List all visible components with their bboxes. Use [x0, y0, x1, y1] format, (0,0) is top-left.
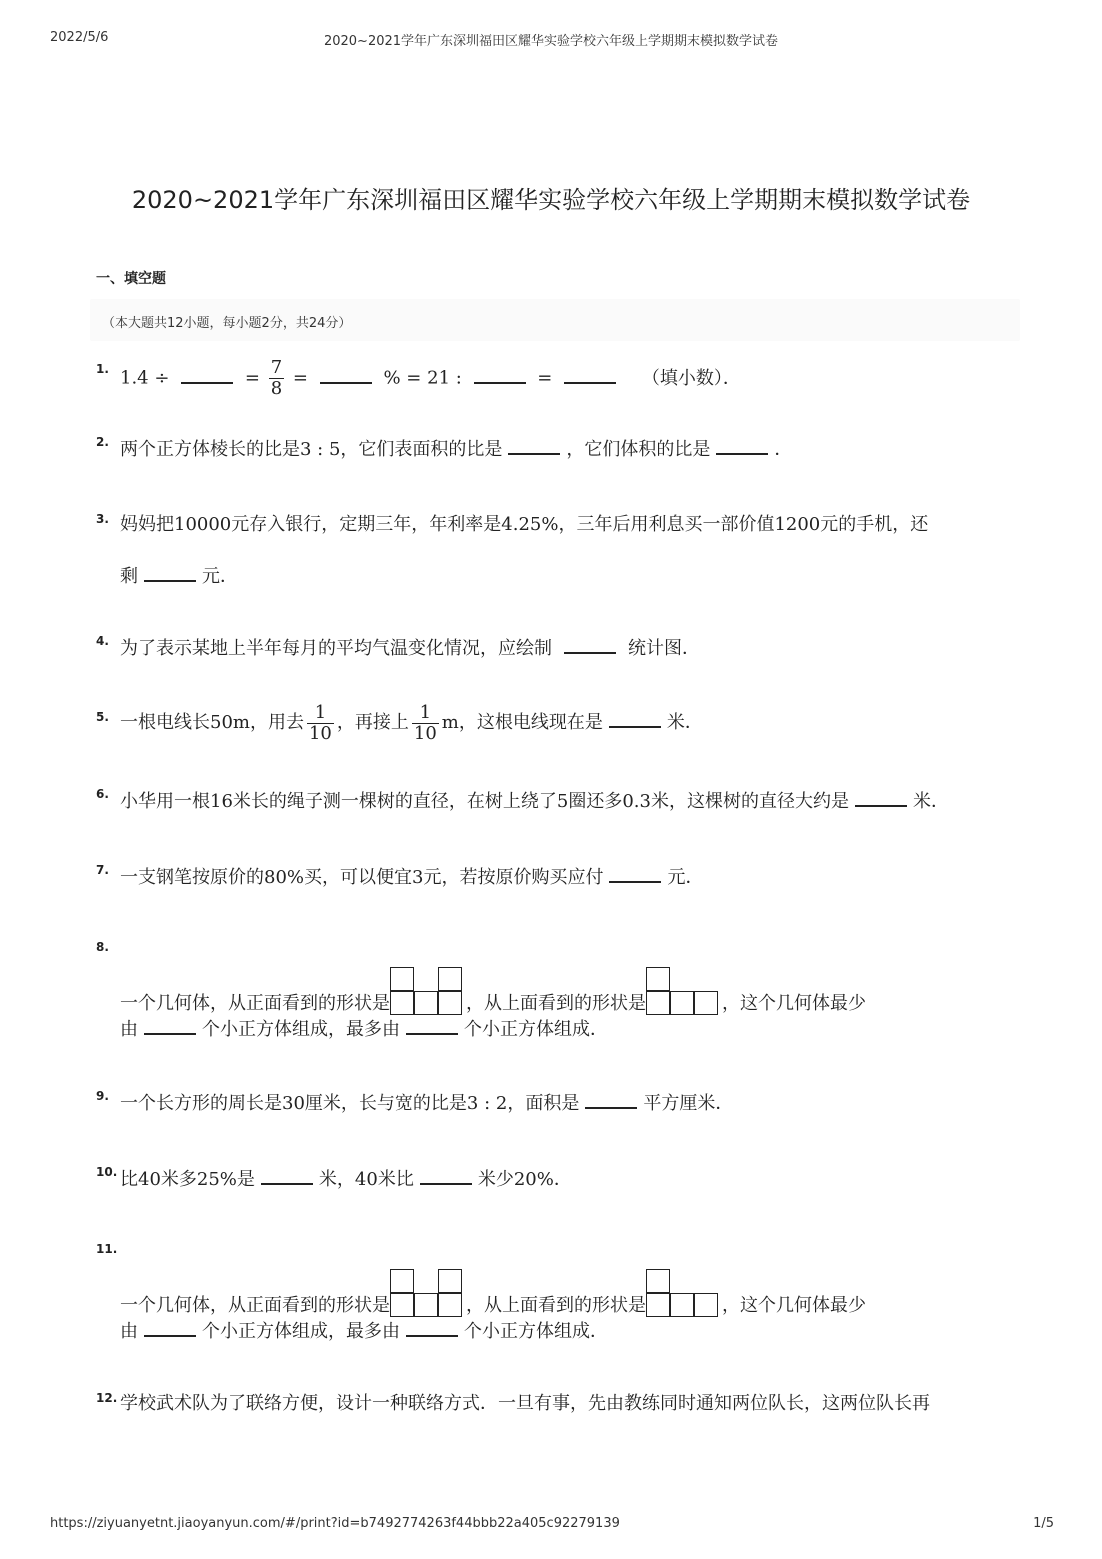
text-segment: 一个几何体，从正面看到的形状是 — [120, 1295, 390, 1316]
math-expr: m — [441, 712, 459, 733]
doc-title: 2020~2021学年广东深圳福田区耀华实验学校六年级上学期期末模拟数学试卷 — [131, 186, 971, 214]
math-expr: 30 — [282, 1093, 305, 1114]
square-cell — [390, 1293, 414, 1317]
answer-blank[interactable] — [144, 1317, 196, 1337]
text-segment: 一个几何体，从正面看到的形状是 — [120, 993, 390, 1014]
question-number: 4. — [96, 634, 109, 648]
question-text — [120, 863, 703, 891]
text-segment: ，它们体积的比是 — [566, 439, 711, 460]
math-expr: 40 — [138, 1169, 161, 1190]
square-cell — [670, 1293, 694, 1317]
fraction-1-10 — [412, 703, 439, 744]
square-cell — [646, 991, 670, 1015]
math-expr: 10000 — [174, 514, 232, 535]
text-segment: 个小正方体组成． — [464, 1321, 608, 1342]
text-segment: 两个正方体棱长的比是 — [120, 439, 300, 460]
text-segment: 米多 — [160, 1169, 197, 1190]
text-segment: 买，可以便宜 — [304, 867, 413, 888]
question-text-line1 — [120, 1269, 866, 1319]
text-segment: ． — [553, 1169, 572, 1190]
text-segment: ，再接上 — [336, 712, 409, 733]
question-text-line1 — [120, 967, 866, 1017]
answer-blank[interactable] — [855, 787, 907, 807]
text-segment: 元． — [202, 566, 238, 587]
front-view-figure — [390, 1269, 466, 1319]
text-segment: 统计图． — [628, 638, 700, 659]
square-cell — [438, 1269, 462, 1293]
top-view-figure — [646, 967, 722, 1017]
text-segment: 米． — [666, 712, 703, 733]
front-view-figure — [390, 967, 466, 1017]
question-number: 8. — [96, 940, 109, 954]
question-text-line2 — [120, 562, 238, 590]
text-segment: ，它们表面积的比是 — [340, 439, 503, 460]
top-view-figure — [646, 1269, 722, 1319]
question-text — [120, 1165, 572, 1193]
square-cell — [694, 991, 718, 1015]
answer-blank[interactable] — [420, 1165, 472, 1185]
text-segment: ，从上面看到的形状是 — [466, 993, 646, 1014]
question-number: 3. — [96, 512, 109, 526]
answer-blank[interactable] — [181, 364, 233, 384]
math-expr: 16 — [210, 791, 233, 812]
question-number: 2. — [96, 435, 109, 449]
question-text — [120, 435, 792, 463]
text-segment: 一支钢笔按原价的 — [120, 867, 264, 888]
section-note-box — [90, 299, 1020, 341]
question-number: 7. — [96, 863, 109, 877]
square-cell — [438, 1293, 462, 1317]
answer-blank[interactable] — [716, 435, 768, 455]
text-segment: 米比 — [377, 1169, 414, 1190]
text-segment: 元． — [667, 867, 704, 888]
question-text-line2 — [120, 1317, 608, 1345]
text-segment: 由 — [120, 1321, 138, 1342]
text-segment: 米少 — [477, 1169, 514, 1190]
answer-blank[interactable] — [564, 364, 616, 384]
answer-blank[interactable] — [144, 562, 196, 582]
answer-blank[interactable] — [585, 1089, 637, 1109]
text-segment: 一根电线长 — [120, 712, 210, 733]
square-cell — [390, 1269, 414, 1293]
text-segment: 为了表示某地上半年每月的平均气温变化情况，应绘制 — [120, 638, 552, 659]
text-segment: ，用去 — [249, 712, 304, 733]
text-segment: 厘米，长与宽的比是 — [304, 1093, 467, 1114]
text-segment: 圈还多 — [568, 791, 623, 812]
question-number: 10. — [96, 1165, 118, 1179]
text-segment: 米，这棵树的直径大约是 — [651, 791, 849, 812]
fraction-7-8 — [269, 358, 284, 399]
square-cell — [694, 1293, 718, 1317]
math-expr: 3 : 5 — [300, 439, 341, 460]
square-cell — [414, 1293, 438, 1317]
answer-blank[interactable] — [564, 634, 616, 654]
text-segment: ，面积是 — [507, 1093, 580, 1114]
text-segment: 个小正方体组成，最多由 — [202, 1321, 400, 1342]
math-expr: 80% — [264, 867, 305, 888]
text-segment: ，三年后用利息买一部价值 — [558, 514, 775, 535]
text-segment: ． — [774, 439, 793, 460]
question-number: 1. — [96, 362, 109, 376]
question-text — [120, 787, 949, 815]
answer-blank[interactable] — [609, 863, 661, 883]
answer-blank[interactable] — [406, 1317, 458, 1337]
question-tail: （填小数）． — [641, 367, 741, 389]
text-segment: 米． — [913, 791, 949, 812]
footer-page-number: 1/5 — [1033, 1516, 1054, 1531]
question-text — [120, 358, 741, 399]
text-segment: 个小正方体组成，最多由 — [202, 1019, 400, 1040]
fraction-1-10 — [307, 703, 334, 744]
answer-blank[interactable] — [609, 708, 661, 728]
answer-blank[interactable] — [406, 1015, 458, 1035]
text-segment: 元存入银行，定期三年，年利率是 — [231, 514, 502, 535]
section-title: 一、填空题 — [96, 271, 166, 287]
fraction-denominator: 10 — [413, 722, 437, 744]
header-date: 2022/5/6 — [50, 30, 109, 45]
question-number: 11. — [96, 1242, 118, 1256]
square-cell — [390, 991, 414, 1015]
text-segment: ，这个几何体最少 — [722, 993, 866, 1014]
question-text — [120, 1089, 733, 1117]
question-number: 12. — [96, 1391, 118, 1405]
square-cell — [670, 991, 694, 1015]
square-cell — [646, 1269, 670, 1293]
square-cell — [438, 967, 462, 991]
question-text — [120, 634, 700, 662]
question-number: 5. — [96, 710, 109, 724]
square-cell — [438, 991, 462, 1015]
text-segment: 元，若按原价购买应付 — [423, 867, 604, 888]
math-expr: 50m — [210, 712, 250, 733]
section-note: （本大题共12小题，每小题2分，共24分） — [102, 316, 352, 331]
math-expr: 4.25% — [501, 514, 559, 535]
text-segment: 是 — [236, 1169, 255, 1190]
question-text-line2 — [120, 1015, 608, 1043]
square-cell — [390, 967, 414, 991]
equals-sign: = — [244, 367, 260, 389]
footer-url: https://ziyuanyetnt.jiaoyanyun.com/#/print?id=b7492774263f44bbb22a405c92279139 — [50, 1516, 620, 1531]
math-expr: 3 : 2 — [466, 1093, 508, 1114]
fraction-denominator: 8 — [270, 378, 283, 399]
text-segment: 米长的绳子测一棵树的直径，在树上绕了 — [232, 791, 557, 812]
math-expr: 1.4 ÷ — [120, 367, 170, 389]
text-segment: ，这个几何体最少 — [722, 1295, 866, 1316]
math-expr: 25% — [196, 1169, 237, 1190]
math-expr: 0.3 — [622, 791, 651, 812]
text-segment: 个小正方体组成． — [464, 1019, 608, 1040]
text-segment: 小华用一根 — [120, 791, 210, 812]
question-number: 9. — [96, 1089, 109, 1103]
text-segment: 妈妈把 — [120, 514, 174, 535]
math-expr: 40 — [354, 1169, 378, 1190]
text-segment: 米， — [318, 1169, 355, 1190]
text-segment: 剩 — [120, 566, 138, 587]
square-cell — [646, 1293, 670, 1317]
equals-sign: = — [537, 367, 553, 389]
answer-blank[interactable] — [320, 364, 372, 384]
equals-sign: = — [292, 367, 309, 389]
header-title: 2020~2021学年广东深圳福田区耀华实验学校六年级上学期期末模拟数学试卷 — [323, 34, 779, 49]
answer-blank[interactable] — [144, 1015, 196, 1035]
math-expr: 5 — [556, 791, 569, 812]
answer-blank[interactable] — [508, 435, 560, 455]
question-number: 6. — [96, 787, 109, 801]
answer-blank[interactable] — [474, 364, 526, 384]
text-segment: ，从上面看到的形状是 — [466, 1295, 646, 1316]
fraction-numerator: 1 — [307, 703, 334, 724]
question-text: 学校武术队为了联络方便，设计一种联络方式．一旦有事，先由教练同时通知两位队长，这两位队长再 — [120, 1393, 930, 1414]
fraction-numerator: 7 — [270, 357, 283, 378]
math-expr: 3 — [412, 867, 424, 888]
square-cell — [646, 967, 670, 991]
text-segment: 由 — [120, 1019, 138, 1040]
square-cell — [414, 991, 438, 1015]
question-text-line1 — [120, 512, 928, 538]
text-segment: 比 — [120, 1169, 138, 1190]
text-segment: ，这根电线现在是 — [458, 712, 603, 733]
fraction-denominator: 10 — [308, 722, 332, 744]
text-segment: 元的手机，还 — [820, 514, 929, 535]
math-expr: 20% — [513, 1169, 554, 1190]
question-text — [120, 700, 703, 746]
math-expr: % = 21 : — [383, 367, 462, 389]
answer-blank[interactable] — [261, 1165, 313, 1185]
fraction-numerator: 1 — [412, 703, 439, 724]
text-segment: 平方厘米． — [643, 1093, 734, 1114]
math-expr: 1200 — [774, 514, 821, 535]
text-segment: 一个长方形的周长是 — [120, 1093, 282, 1114]
